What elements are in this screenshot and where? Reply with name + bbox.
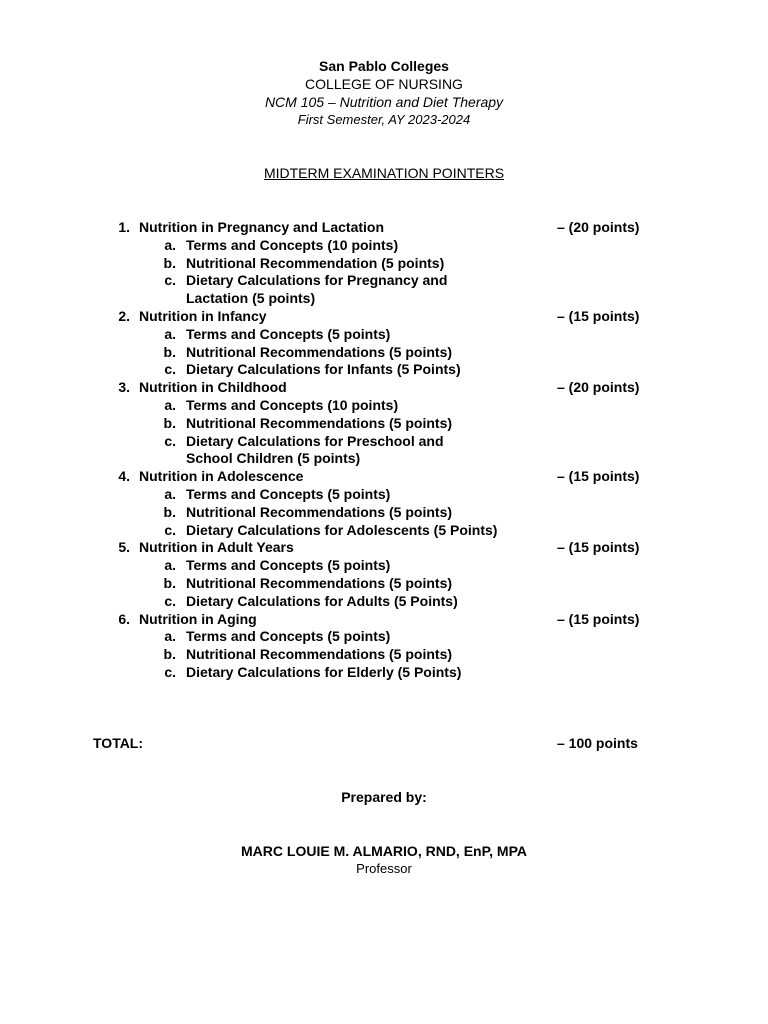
sub-item-text: Terms and Concepts (10 points) [186,236,399,253]
sub-item [0,271,768,289]
institution-name: San Pablo Colleges [319,58,449,74]
sub-item-letter: a. [164,236,176,253]
sub-item-letter: a. [164,557,176,574]
item-points: – (20 points) [557,219,640,235]
sub-item [0,360,768,378]
sub-item [0,592,768,610]
semester-line: First Semester, AY 2023-2024 [297,112,471,127]
sub-item [0,236,768,254]
sub-item [0,432,768,450]
sub-item [0,574,768,592]
sub-item-text: Terms and Concepts (5 points) [186,325,391,342]
item-title: Nutrition in Childhood [139,379,287,396]
sub-item-letter: c. [164,592,176,609]
sub-item-text: Dietary Calculations for Infants (5 Points) [186,361,461,378]
list-item [0,307,768,325]
sub-item-text: Nutritional Recommendations (5 points) [186,414,453,431]
item-points: – (15 points) [557,539,640,556]
sub-item-letter: b. [163,254,176,271]
list-item [0,218,768,236]
sub-item [0,503,768,521]
item-number: 3. [118,379,130,396]
sub-item-text: Terms and Concepts (5 points) [186,628,391,645]
preparer-role: Professor [356,861,412,876]
sub-item [0,396,768,414]
item-number: 6. [118,610,130,627]
item-points: – (20 points) [557,379,640,396]
item-number: 5. [118,539,130,556]
page-title [0,164,768,182]
sub-item-text: Dietary Calculations for Pregnancy and [186,272,448,289]
sub-item-text: Dietary Calculations for Adolescents (5 Points) [186,521,498,538]
item-number: 4. [118,468,130,485]
item-number: 1. [118,219,130,235]
item-points: – (15 points) [557,308,640,324]
sub-item-text: Terms and Concepts (5 points) [186,486,391,502]
sub-item-text: Terms and Concepts (5 points) [186,557,391,574]
item-points: – (15 points) [557,468,640,485]
sub-item-letter: b. [163,646,176,663]
sub-item-letter: c. [164,361,176,378]
page-title-text: MIDTERM EXAMINATION POINTERS [263,165,505,181]
sub-item-text: Nutritional Recommendation (5 points) [186,254,445,271]
sub-item-letter: a. [164,397,176,413]
sub-item-text: Nutritional Recommendations (5 points) [186,343,453,360]
item-title: Nutrition in Adult Years [139,539,294,556]
item-title: Nutrition in Pregnancy and Lactation [139,219,385,235]
sub-item-text: Dietary Calculations for Elderly (5 Points) [186,664,462,680]
sub-item [0,289,768,307]
sub-item-text: Nutritional Recommendations (5 points) [186,646,453,663]
total-row [0,734,768,752]
sub-item-letter: b. [163,414,176,431]
item-title: Nutrition in Adolescence [139,468,304,485]
sub-item-letter: b. [163,503,176,520]
item-title: Nutrition in Aging [139,610,257,627]
sub-item-text: Dietary Calculations for Adults (5 Points) [186,592,458,609]
sub-item-text: Dietary Calculations for Preschool and [186,432,444,449]
sub-item [0,663,768,681]
sub-item [0,556,768,574]
list-item [0,538,768,556]
sub-item-letter: b. [163,343,176,360]
sub-item [0,325,768,343]
list-item [0,610,768,628]
sub-item-letter: a. [164,325,176,342]
sub-item-letter: c. [164,272,176,289]
sub-item [0,485,768,503]
sub-item-text: Terms and Concepts (10 points) [186,397,399,413]
list-item [0,467,768,485]
prepared-by-label: Prepared by: [341,789,427,805]
sub-item-letter: c. [164,521,176,538]
sub-item [0,645,768,663]
item-points: – (15 points) [557,610,640,627]
college-name: COLLEGE OF NURSING [305,76,463,92]
sub-item [0,449,768,467]
sub-item-letter: c. [164,432,176,449]
sub-item [0,254,768,272]
preparer-name: MARC LOUIE M. ALMARIO, RND, EnP, MPA [241,843,527,859]
sub-item-letter: b. [163,575,176,591]
sub-item [0,414,768,432]
course-title: NCM 105 – Nutrition and Diet Therapy [264,94,504,110]
sub-item-text: School Children (5 points) [186,450,361,467]
sub-item-text: Nutritional Recommendations (5 points) [186,503,453,520]
total-value: – 100 points [557,735,638,751]
sub-item-text: Nutritional Recommendations (5 points) [186,575,453,591]
item-number: 2. [118,308,130,324]
sub-item-letter: c. [164,664,176,680]
sub-item-letter: a. [164,486,176,502]
sub-item [0,343,768,361]
item-title: Nutrition in Infancy [139,308,267,324]
sub-item-text: Lactation (5 points) [186,290,316,307]
sub-item-letter: a. [164,628,176,645]
sub-item [0,521,768,539]
list-item [0,378,768,396]
sub-item [0,627,768,645]
total-label: TOTAL: [93,735,144,751]
